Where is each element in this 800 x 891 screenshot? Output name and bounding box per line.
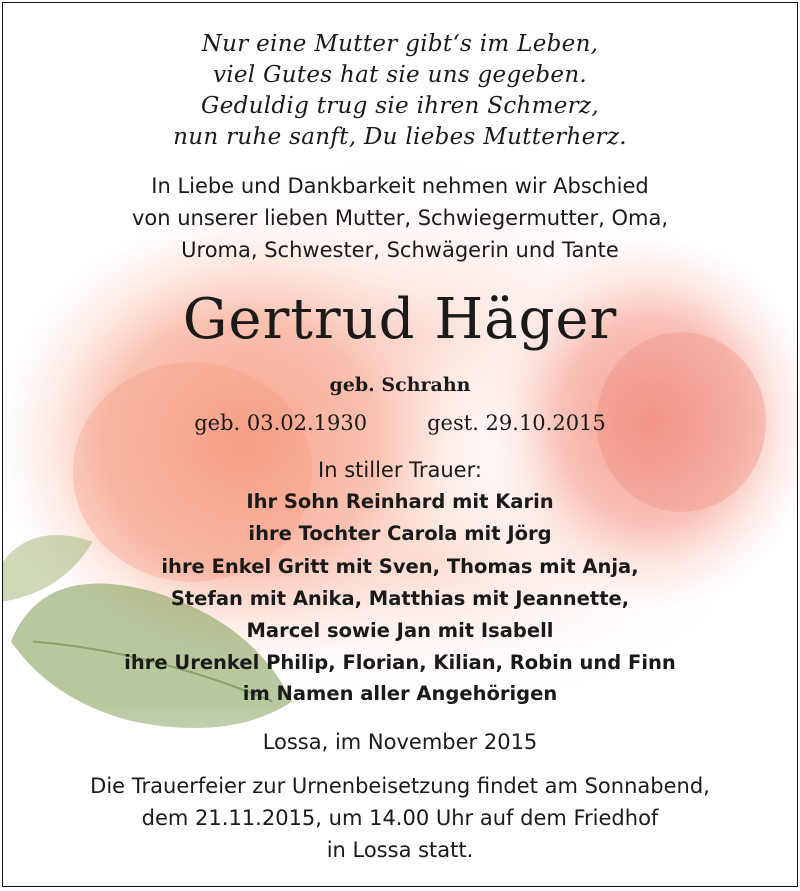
notice-text (3, 3, 797, 886)
maiden-name: geb. Schrahn (329, 374, 471, 396)
ceremony-line: Die Trauerfeier zur Urnenbeisetzung findet am Sonnabend, (90, 774, 710, 798)
ceremony-line: dem 21.11.2015, um 14.00 Uhr auf dem Friedhof (141, 806, 659, 830)
mourner-line: Ihr Sohn Reinhard mit Karin (246, 490, 554, 513)
death-date: gest. 29.10.2015 (427, 411, 606, 435)
place-date: Lossa, im November 2015 (262, 730, 538, 754)
mourner-line: Marcel sowie Jan mit Isabell (246, 619, 554, 642)
intro-line: In Liebe und Dankbarkeit nehmen wir Abschied (151, 174, 649, 198)
poem-line: viel Gutes hat sie uns gegeben. (212, 62, 588, 88)
mourners-heading: In stiller Trauer: (318, 458, 482, 482)
ceremony-line: in Lossa statt. (326, 838, 474, 862)
poem-line: Nur eine Mutter gibt‘s im Leben, (201, 31, 599, 57)
mourner-line: im Namen aller Angehörigen (242, 682, 558, 705)
mourner-line: ihre Urenkel Philip, Florian, Kilian, Robin und Finn (124, 651, 676, 674)
poem-line: Geduldig trug sie ihren Schmerz, (201, 93, 599, 119)
intro-line: von unserer lieben Mutter, Schwiegermutter, Oma, (131, 206, 669, 230)
mourner-line: ihre Tochter Carola mit Jörg (248, 522, 552, 545)
birth-date: geb. 03.02.1930 (194, 411, 368, 435)
mourner-line: Stefan mit Anika, Matthias mit Jeannette, (170, 587, 630, 610)
obituary-notice (2, 2, 798, 887)
life-dates (3, 411, 797, 435)
mourner-line: ihre Enkel Gritt mit Sven, Thomas mit Anja, (161, 555, 639, 578)
intro-line: Uroma, Schwester, Schwägerin und Tante (181, 238, 619, 262)
poem-line: nun ruhe sanft, Du liebes Mutterherz. (173, 124, 627, 150)
deceased-name: Gertrud Häger (182, 287, 618, 352)
